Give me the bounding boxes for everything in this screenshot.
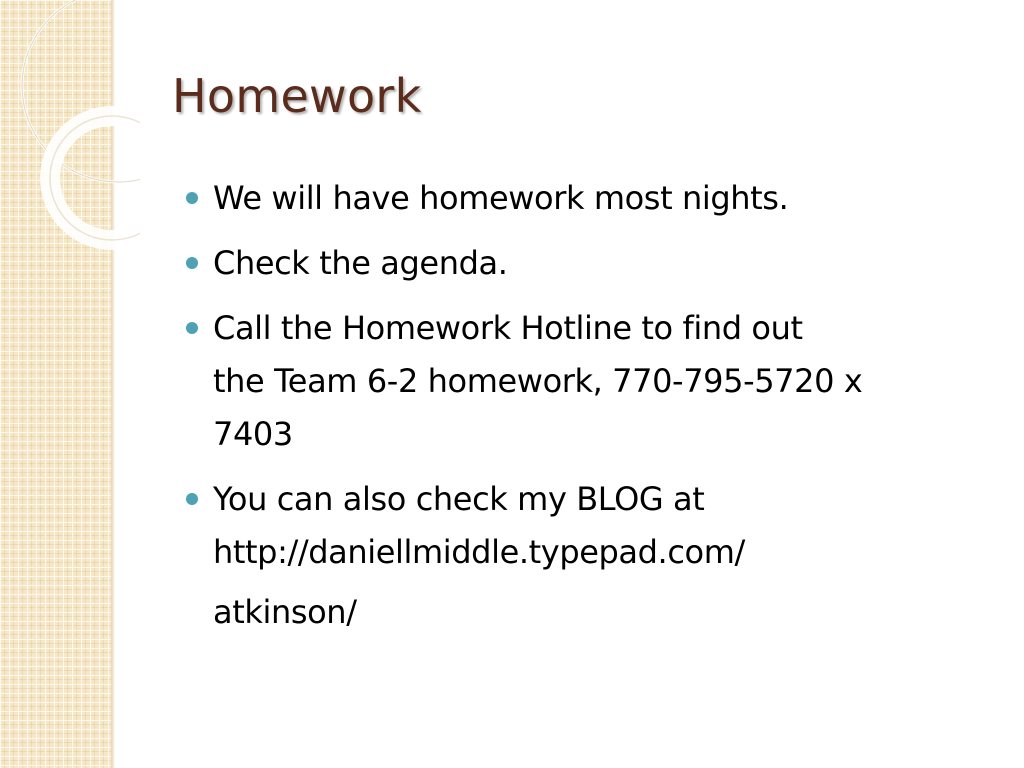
- round-bullet-icon: [186, 322, 198, 334]
- round-bullet-icon: [186, 257, 198, 269]
- bullet-item: [186, 302, 996, 461]
- bullet-line: Call the Homework Hotline to find out: [213, 309, 803, 347]
- round-bullet-icon: [186, 192, 198, 204]
- decorative-rings-icon: [0, 0, 140, 260]
- bullet-text: [213, 473, 996, 639]
- bullet-line: the Team 6-2 homework, 770-795-5720 x: [213, 362, 863, 400]
- bullet-item: [186, 237, 996, 290]
- bullet-line: You can also check my BLOG at: [213, 480, 705, 518]
- bullet-line: 7403: [213, 415, 293, 453]
- bullet-text: [213, 302, 996, 461]
- bullet-text: [213, 237, 996, 290]
- bullet-item: [186, 473, 996, 639]
- blog-url-line[interactable]: http://daniellmiddle.typepad.com/: [213, 533, 745, 571]
- bullet-text: [213, 172, 996, 225]
- bullet-line: We will have homework most nights.: [213, 179, 789, 217]
- bullet-list: [186, 172, 996, 651]
- bullet-line: Check the agenda.: [213, 244, 508, 282]
- blog-url-line[interactable]: atkinson/: [213, 593, 357, 631]
- slide-title: Homework: [172, 69, 422, 123]
- round-bullet-icon: [186, 493, 198, 505]
- bullet-item: [186, 172, 996, 225]
